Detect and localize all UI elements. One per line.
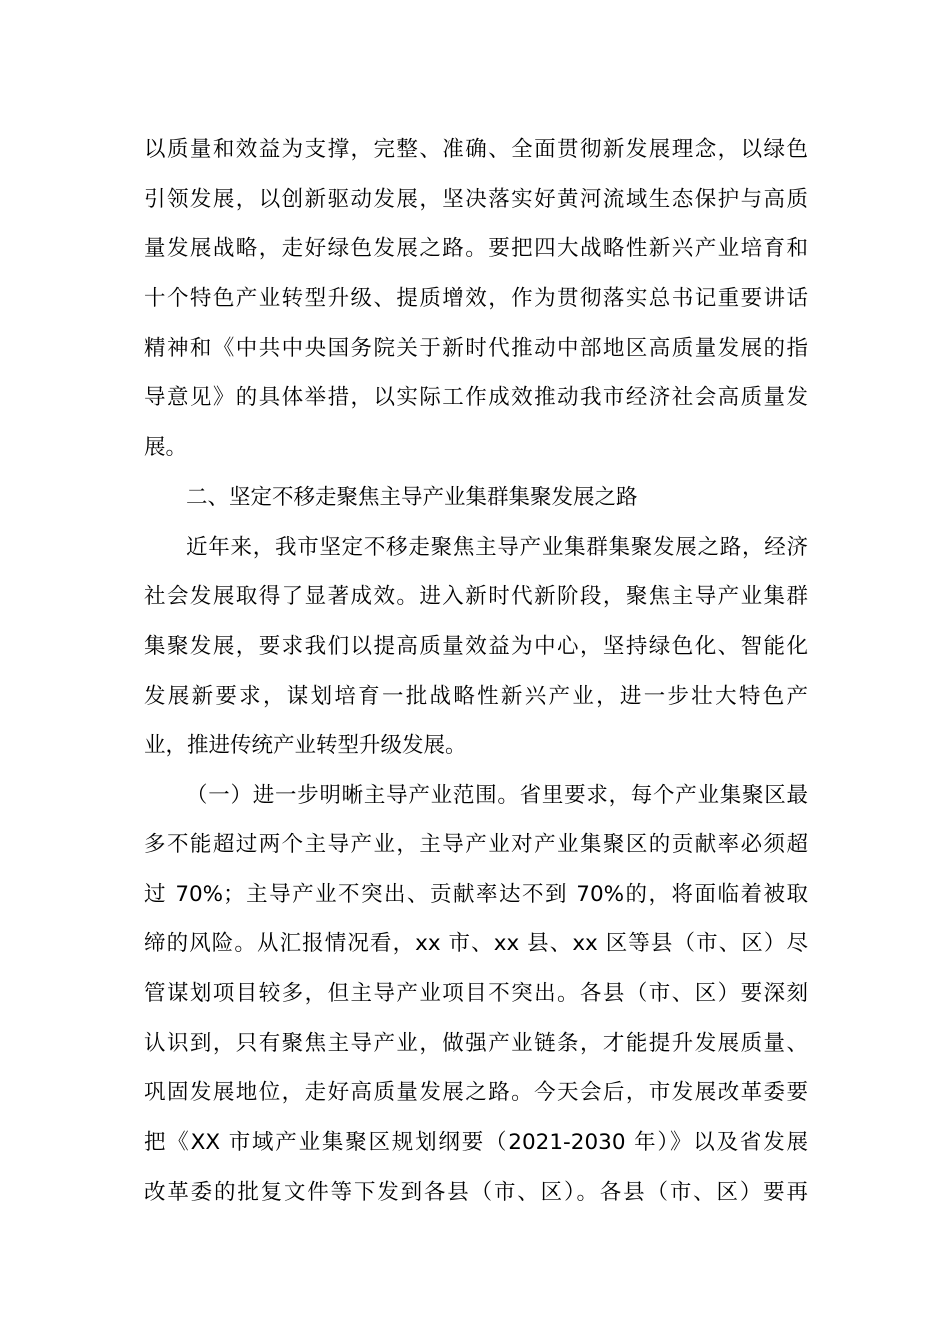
body-text-line: 近年来，我市坚定不移走聚焦主导产业集群集聚发展之路，经济 [186,535,808,560]
body-text-line: 多不能超过两个主导产业，主导产业对产业集聚区的贡献率必须超 [144,832,808,857]
body-text-line: 量发展战略，走好绿色发展之路。要把四大战略性新兴产业培育和 [144,236,808,261]
body-text-line: 认识到，只有聚焦主导产业，做强产业链条，才能提升发展质量、 [144,1031,808,1056]
body-text-line: 改革委的批复文件等下发到各县（市、区）。各县（市、区）要再 [144,1180,808,1205]
body-text-line: 发展新要求，谋划培育一批战略性新兴产业，进一步壮大特色产 [144,684,808,709]
body-text-line: 巩固发展地位，走好高质量发展之路。今天会后，市发展改革委要 [144,1080,808,1105]
body-text-line: 展。 [144,435,188,460]
body-text-line: 业，推进传统产业转型升级发展。 [144,733,467,758]
body-text-line: 导意见》的具体举措，以实际工作成效推动我市经济社会高质量发 [144,385,808,410]
body-text-line: 十个特色产业转型升级、提质增效，作为贯彻落实总书记重要讲话 [144,286,808,311]
body-text-line: 集聚发展，要求我们以提高质量效益为中心，坚持绿色化、智能化 [144,634,808,659]
body-text-line: 过 70%；主导产业不突出、贡献率达不到 70%的，将面临着被取 [144,882,808,907]
body-text-line: 引领发展，以创新驱动发展，坚决落实好黄河流域生态保护与高质 [144,187,808,212]
body-text-line: 把《XX 市域产业集聚区规划纲要（2021-2030 年）》以及省发展 [144,1130,808,1155]
body-text-line: 以质量和效益为支撑，完整、准确、全面贯彻新发展理念，以绿色 [144,137,808,162]
body-text-line: 管谋划项目较多，但主导产业项目不突出。各县（市、区）要深刻 [144,981,808,1006]
section-heading: 二、坚定不移走聚焦主导产业集群集聚发展之路 [186,485,638,510]
body-text-line: 精神和《中共中央国务院关于新时代推动中部地区高质量发展的指 [144,336,808,361]
subsection-text-line: （一）进一步明晰主导产业范围。省里要求，每个产业集聚区最 [186,783,808,808]
body-text-line: 社会发展取得了显著成效。进入新时代新阶段，聚焦主导产业集群 [144,584,808,609]
body-text-line: 缔的风险。从汇报情况看，xx 市、xx 县、xx 区等县（市、区）尽 [144,931,808,956]
